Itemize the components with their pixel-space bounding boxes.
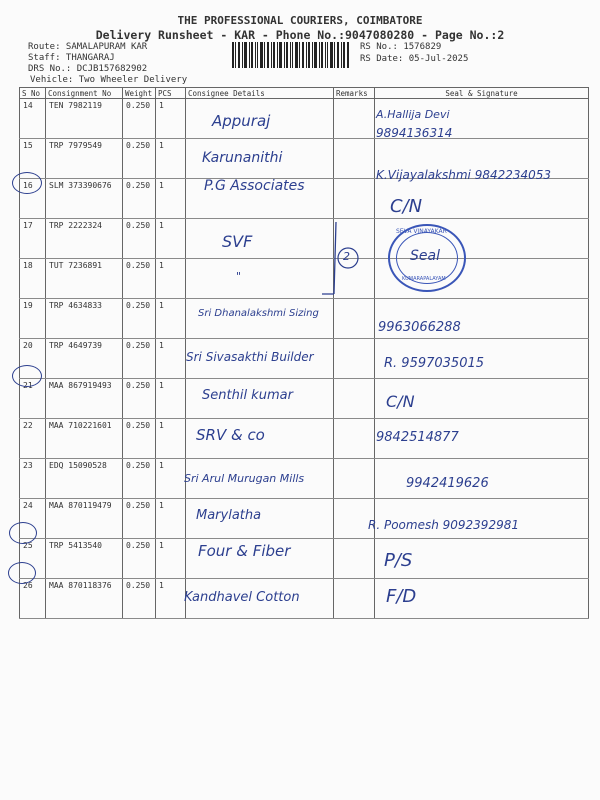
row-sno: 15 <box>20 139 46 179</box>
row-weight: 0.250 <box>123 219 156 259</box>
row-sno: 21 <box>20 379 46 419</box>
col-consignment-no: Consignment No <box>46 88 123 99</box>
consignee-17: SVF <box>222 232 253 251</box>
signature-26: F/D <box>386 586 417 607</box>
row-remarks-cell <box>334 539 375 579</box>
row-weight: 0.250 <box>123 139 156 179</box>
signature-19: 9963066288 <box>378 320 461 335</box>
row-remarks-cell <box>334 179 375 219</box>
table-row <box>20 99 589 139</box>
signature-14-name: A.Hallija Devi <box>376 108 450 121</box>
row-pcs: 1 <box>156 259 186 299</box>
table-row <box>20 539 589 579</box>
row-pcs: 1 <box>156 579 186 619</box>
row-sno: 16 <box>20 179 46 219</box>
row-weight: 0.250 <box>123 459 156 499</box>
document-title: THE PROFESSIONAL COURIERS, COIMBATORE <box>177 14 423 27</box>
signature-14-phone: 9894136314 <box>376 126 453 140</box>
row-weight: 0.250 <box>123 419 156 459</box>
signature-22: 9842514877 <box>376 430 459 445</box>
row-weight: 0.250 <box>123 259 156 299</box>
row-remarks-cell <box>334 299 375 339</box>
seal-stamp-text: SEVA VINAYAKAR <box>396 228 447 235</box>
consignee-24: Marylatha <box>196 508 262 523</box>
col-pcs: PCS <box>156 88 186 99</box>
row-pcs: 1 <box>156 379 186 419</box>
signature-20: R. 9597035015 <box>384 356 485 371</box>
row-consignment-no: MAA 870119479 <box>46 499 123 539</box>
consignee-15: Karunanithi <box>202 150 283 166</box>
row-remarks-cell <box>334 379 375 419</box>
row-consignment-no: TRP 2222324 <box>46 219 123 259</box>
row-consignee-cell <box>186 259 334 299</box>
row-pcs: 1 <box>156 219 186 259</box>
row-remarks-cell <box>334 139 375 179</box>
drs-label: DRS No.: DCJB157682902 <box>28 64 148 74</box>
consignee-26: Kandhavel Cotton <box>184 590 300 605</box>
row-sno: 18 <box>20 259 46 299</box>
row-weight: 0.250 <box>123 579 156 619</box>
table-row <box>20 419 589 459</box>
consignee-21: Senthil kumar <box>202 388 293 403</box>
row-pcs: 1 <box>156 99 186 139</box>
row-sno: 23 <box>20 459 46 499</box>
row-pcs: 1 <box>156 539 186 579</box>
row-sno: 20 <box>20 339 46 379</box>
consignee-19: Sri Dhanalakshmi Sizing <box>198 308 319 319</box>
row-16-circle <box>12 172 42 194</box>
col-weight: Weight <box>123 88 156 99</box>
col-seal-signature: Seal & Signature <box>375 88 589 99</box>
signature-21: C/N <box>386 392 415 411</box>
consignee-20: Sri Sivasakthi Builder <box>186 350 314 364</box>
row-consignee-cell <box>186 219 334 259</box>
signature-16-cn: C/N <box>390 196 423 217</box>
row-weight: 0.250 <box>123 299 156 339</box>
signature-17: Seal <box>410 248 440 264</box>
row-sno: 26 <box>20 579 46 619</box>
row-remarks-cell <box>334 339 375 379</box>
row-weight: 0.250 <box>123 339 156 379</box>
row-remarks-cell <box>334 579 375 619</box>
barcode <box>232 42 350 68</box>
signature-25: P/S <box>384 550 413 571</box>
row-sno: 24 <box>20 499 46 539</box>
row-consignment-no: TRP 4649739 <box>46 339 123 379</box>
consignee-23: Sri Arul Murugan Mills <box>184 472 305 485</box>
row-pcs: 1 <box>156 499 186 539</box>
row-pcs: 1 <box>156 339 186 379</box>
table-row <box>20 579 589 619</box>
row-remarks-cell <box>334 419 375 459</box>
consignee-25: Four & Fiber <box>198 542 291 560</box>
row-sno: 14 <box>20 99 46 139</box>
col-consignee: Consignee Details <box>186 88 334 99</box>
row-consignment-no: EDQ 15090528 <box>46 459 123 499</box>
row-consignment-no: TRP 7979549 <box>46 139 123 179</box>
row-pcs: 1 <box>156 459 186 499</box>
row-pcs: 1 <box>156 419 186 459</box>
row-weight: 0.250 <box>123 499 156 539</box>
rs-number: RS No.: 1576829 <box>360 42 442 52</box>
col-sno: S No <box>20 88 46 99</box>
row-21-circle <box>12 365 42 387</box>
row-25-circle <box>9 522 37 544</box>
table-row <box>20 219 589 259</box>
row-pcs: 1 <box>156 299 186 339</box>
signature-23: 9942419626 <box>406 476 489 491</box>
table-row <box>20 379 589 419</box>
row-consignment-no: TEN 7982119 <box>46 99 123 139</box>
consignee-16: P.G Associates <box>204 178 305 194</box>
row-weight: 0.250 <box>123 539 156 579</box>
seal-stamp-subtext: KUMARAPALAYAM <box>402 276 446 282</box>
row-consignment-no: MAA 710221601 <box>46 419 123 459</box>
signature-16: K.Vijayalakshmi 9842234053 <box>376 168 552 182</box>
row-consignment-no: TRP 5413540 <box>46 539 123 579</box>
row-consignment-no: TUT 7236891 <box>46 259 123 299</box>
consignee-22: SRV & co <box>196 426 265 444</box>
remarks-17: 2 <box>343 250 350 263</box>
row-pcs: 1 <box>156 179 186 219</box>
row-sno: 22 <box>20 419 46 459</box>
row-consignment-no: SLM 373390676 <box>46 179 123 219</box>
vehicle-label: Vehicle: Two Wheeler Delivery <box>30 75 188 85</box>
row-sno: 19 <box>20 299 46 339</box>
remarks-bracket-mark <box>318 220 362 298</box>
consignee-18: " <box>236 270 242 283</box>
rs-date: RS Date: 05-Jul-2025 <box>360 54 469 64</box>
row-pcs: 1 <box>156 139 186 179</box>
row-26-circle <box>8 562 36 584</box>
table-header-row <box>20 88 589 99</box>
consignee-14: Appuraj <box>212 112 271 130</box>
row-consignment-no: MAA 867919493 <box>46 379 123 419</box>
row-consignment-no: MAA 870118376 <box>46 579 123 619</box>
signature-24: R. Poomesh 9092392981 <box>368 518 519 532</box>
row-remarks-cell <box>334 99 375 139</box>
row-consignment-no: TRP 4634833 <box>46 299 123 339</box>
row-sno: 17 <box>20 219 46 259</box>
row-weight: 0.250 <box>123 179 156 219</box>
row-sno: 25 <box>20 539 46 579</box>
row-remarks-cell <box>334 459 375 499</box>
table-row <box>20 259 589 299</box>
staff-label: Staff: THANGARAJ <box>28 53 115 63</box>
row-weight: 0.250 <box>123 99 156 139</box>
row-weight: 0.250 <box>123 379 156 419</box>
route-label: Route: SAMALAPURAM KAR <box>28 42 148 52</box>
col-remarks: Remarks <box>334 88 375 99</box>
document-subtitle: Delivery Runsheet - KAR - Phone No.:9047080280 - Page No.:2 <box>95 28 505 42</box>
